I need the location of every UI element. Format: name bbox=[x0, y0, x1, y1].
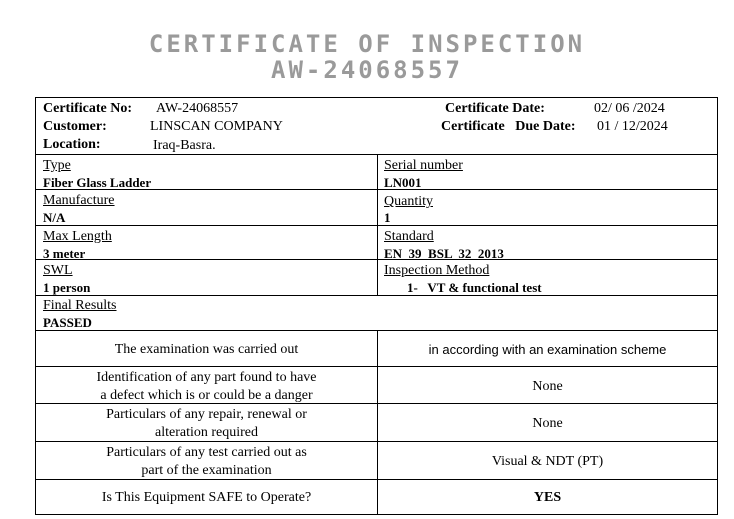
cert-no-value: AW-24068557 bbox=[156, 101, 239, 116]
customer-label: Customer: bbox=[43, 119, 107, 134]
cert-date-value: 02/ 06 /2024 bbox=[594, 101, 665, 116]
certificate-number-title: AW-24068557 bbox=[271, 56, 463, 84]
max-length-value: 3 meter bbox=[43, 246, 86, 261]
type-label: Type bbox=[43, 158, 71, 173]
serial-label: Serial number bbox=[384, 158, 463, 173]
certificate-table bbox=[35, 97, 718, 515]
exam-answer-1: in according with an examination scheme bbox=[428, 342, 667, 357]
exam-question-2-line2: a defect which is or could be a danger bbox=[100, 388, 313, 403]
final-results-value: PASSED bbox=[43, 315, 92, 330]
exam-question-3-line1: Particulars of any repair, renewal or bbox=[106, 407, 307, 422]
exam-question-4-line2: part of the examination bbox=[141, 463, 272, 478]
location-value: Iraq-Basra. bbox=[153, 138, 216, 153]
swl-value: 1 person bbox=[43, 280, 91, 295]
exam-question-2-line1: Identification of any part found to have bbox=[96, 370, 317, 385]
inspection-method-label: Inspection Method bbox=[384, 263, 490, 278]
exam-answer-3: None bbox=[532, 416, 563, 431]
cert-no-label: Certificate No: bbox=[43, 101, 133, 116]
exam-question-4-line1: Particulars of any test carried out as bbox=[106, 445, 307, 460]
exam-answer-4: Visual & NDT (PT) bbox=[491, 454, 604, 469]
exam-answer-2: None bbox=[532, 379, 563, 394]
standard-label: Standard bbox=[384, 229, 434, 244]
standard-value: EN 39 BSL 32 2013 bbox=[384, 246, 504, 261]
quantity-label: Quantity bbox=[384, 194, 433, 209]
quantity-value: 1 bbox=[384, 210, 391, 225]
exam-question-3-line2: alteration required bbox=[154, 425, 258, 440]
max-length-label: Max Length bbox=[43, 229, 112, 244]
certificate-title: CERTIFICATE OF INSPECTION bbox=[148, 30, 586, 58]
type-value: Fiber Glass Ladder bbox=[43, 175, 152, 190]
customer-value: LINSCAN COMPANY bbox=[150, 119, 283, 134]
manufacture-value: N/A bbox=[43, 210, 66, 225]
manufacture-label: Manufacture bbox=[43, 193, 115, 208]
final-results-label: Final Results bbox=[43, 298, 117, 313]
inspection-method-value: 1- VT & functional test bbox=[407, 280, 542, 295]
safe-to-operate-answer: YES bbox=[533, 490, 562, 505]
due-date-label: Certificate Due Date: bbox=[441, 119, 576, 134]
exam-question-1: The examination was carried out bbox=[114, 342, 299, 357]
serial-value: LN001 bbox=[384, 175, 422, 190]
due-date-value: 01 / 12/2024 bbox=[597, 119, 668, 134]
field-divider bbox=[377, 154, 378, 295]
row-final-results bbox=[36, 296, 717, 331]
swl-label: SWL bbox=[43, 263, 73, 278]
exam-question-5: Is This Equipment SAFE to Operate? bbox=[101, 490, 312, 505]
cert-date-label: Certificate Date: bbox=[445, 101, 545, 116]
location-label: Location: bbox=[43, 137, 101, 152]
